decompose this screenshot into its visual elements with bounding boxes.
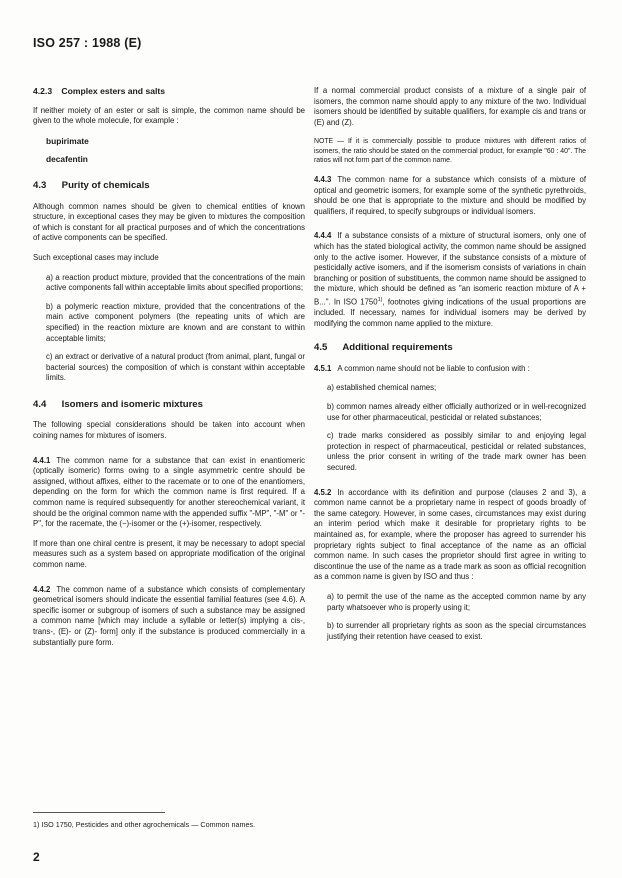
- heading-4-3: [33, 181, 305, 192]
- clause-number: 4.5.1: [314, 363, 332, 373]
- paragraph-4-5-2: [314, 488, 586, 583]
- clause-title: Complex esters and salts: [61, 86, 166, 96]
- clause-number: 4.5: [314, 342, 328, 354]
- paragraph-4-4-4: [314, 231, 586, 329]
- clause-title: Isomers and isomeric mixtures: [61, 398, 203, 410]
- footnote-rule: [33, 812, 165, 813]
- clause-number: 4.2.3: [33, 86, 53, 96]
- standard-designation: ISO 257 : 1988 (E): [33, 36, 142, 50]
- clause-text: The common name for a substance which consists of a mixture of optical and geometric isomers, for example some of the synthetic pyrethroids, should be one that is appropriate to the mixture and should be modified by qualifiers, if required, to specify subgroups or individual isomers.: [314, 174, 586, 216]
- paragraph: If neither moiety of an ester or salt is simple, the common name should be given to the whole molecule, for example :: [33, 105, 305, 126]
- clause-text: The common name of a substance which consists of complementary geometrical isomers should indicate the essential familial features (see 4.6). A specific isomer or subgroup of isomers of such a substance may be assigned a common name [which may include a syllable or letter(s) implying a cis-, trans-, (E)- or (Z)- form] only if the substance is produced commercially in a substantially pure form.: [33, 584, 305, 647]
- clause-number: 4.4.1: [33, 455, 51, 465]
- clause-number: 4.5.2: [314, 487, 332, 497]
- clause-text: If a substance consists of a mixture of structural isomers, only one of which has the stated biological activity, the common name should be assigned only to the active isomer. However, if the substance consists of a mixture of pesticidally active isomers, and if the isomerism consists of variations in chain branching or position of substituents, the common name should be assigned to the mixture, which should be defined as "an isomeric reaction mixture of A + B...". In ISO 1750: [314, 231, 586, 307]
- list-item: b) to surrender all proprietary rights as soon as the special circumstances justifying their retention have ceased to exist.: [327, 621, 586, 641]
- footnote-reference: 1): [377, 296, 383, 303]
- paragraph-4-4-3: [314, 175, 586, 217]
- list-item: c) trade marks considered as possibly similar to and enjoying legal protection in respect of pharmaceutical, pesticidal or related substances, unless the prior consent in writing of the trade mark owner has been secured.: [327, 431, 586, 473]
- clause-title: Purity of chemicals: [61, 179, 150, 191]
- footnote-text: 1) ISO 1750, Pesticides and other agrochemicals — Common names.: [33, 820, 256, 829]
- list-item: a) a reaction product mixture, provided that the concentrations of the main active components fall within acceptable limits about specified proportions;: [46, 272, 305, 293]
- paragraph: Such exceptional cases may include: [33, 252, 159, 262]
- page-number: 2: [33, 850, 40, 864]
- heading-4-5: [314, 343, 586, 354]
- clause-text: The common name for a substance that can exist in enantiomeric (optically isomeric) forms owing to a single asymmetric centre should be assigned, without affixes, either to the racemate or to one of the enantiomers, depending on the form for which the common name is first required. If a common name is required subsequently for another stereochemical variant, it should be the original common name with the appended suffix "-MP", "-M" or "-P", for the racemate, the (−)-isomer or the (+)-isomer, respectively.: [33, 455, 305, 529]
- left-column: [33, 86, 305, 657]
- example-name: bupirimate: [46, 135, 89, 146]
- paragraph: If a normal commercial product consists of a mixture of a single pair of isomers, the common name should apply to any mixture of the two. Individual isomers should be identified by suitable qualifiers, for example cis and trans or (E) and (Z).: [314, 86, 586, 127]
- list-item: b) a polymeric reaction mixture, provided that the concentrations of the main active component polymers (the repeating units of which are specified) in the reaction mixture are known and are constant to within acceptable limits;: [46, 301, 305, 343]
- list-item: a) to permit the use of the name as the accepted common name by any party whatsoever who is properly using it;: [327, 591, 586, 612]
- paragraph: The following special considerations should be taken into account when coining names for mixtures of isomers.: [33, 420, 305, 441]
- clause-text: A common name should not be liable to confusion with :: [337, 363, 530, 373]
- clause-text: In accordance with its definition and purpose (clauses 2 and 3), a common name cannot be a proprietary name in respect of goods broadly of the same category. However, in some cases, circumstances may exist during an interim period which make it desirable for proprietary rights to be maintained as, for example, where the proposer has agreed to surrender his proprietary rights subject to final acceptance of the name as an official common name. In such cases the proprietor should first agree in writing to discontinue the use of the name as a trade mark as soon as official recognition as a common name is given by ISO and thus :: [314, 487, 586, 582]
- list-item: b) common names already either officially authorized or in well-recognized use for other pharmaceutical, pesticidal or related substances;: [327, 402, 586, 422]
- clause-number: 4.3: [33, 179, 47, 191]
- footnote: [33, 820, 593, 829]
- list-item: a) established chemical names;: [327, 383, 437, 393]
- list-item: c) an extract or derivative of a natural product (from animal, plant, fungal or bacterial sources) the composition of which is constant within acceptable limits.: [46, 352, 305, 383]
- paragraph-4-4-1: [33, 456, 305, 530]
- heading-4-4: [33, 400, 305, 411]
- note: NOTE — If it is commercially possible to produce mixtures with different ratios of isomers, the ratio should be stated on the commercial product, for example "60 : 40". The ratios will not form part of the common name.: [314, 138, 586, 164]
- heading-4-2-3: [33, 86, 305, 97]
- clause-number: 4.4.2: [33, 584, 51, 594]
- paragraph: Although common names should be given to chemical entities of known structure, in exceptional cases they may be given to mixtures the composition of which is constant for all practical purposes and of which the concentrations of active components can be specified.: [33, 201, 305, 243]
- clause-text-end: , footnotes giving indications of the usual proportions are included. If necessary, names for individual isomers may be derived by modifying the common name applied to the mixture.: [314, 297, 586, 328]
- paragraph: If more than one chiral centre is present, it may be necessary to adopt special measures such as a system based on appropriate modification of the original common name.: [33, 538, 305, 569]
- paragraph-4-5-1: [314, 364, 586, 375]
- right-column: [314, 86, 586, 650]
- clause-number: 4.4.4: [314, 231, 332, 241]
- clause-title: Additional requirements: [342, 342, 453, 354]
- example-name: decafentin: [46, 154, 88, 165]
- clause-number: 4.4: [33, 398, 47, 410]
- clause-number: 4.4.3: [314, 174, 332, 184]
- paragraph-4-4-2: [33, 585, 305, 649]
